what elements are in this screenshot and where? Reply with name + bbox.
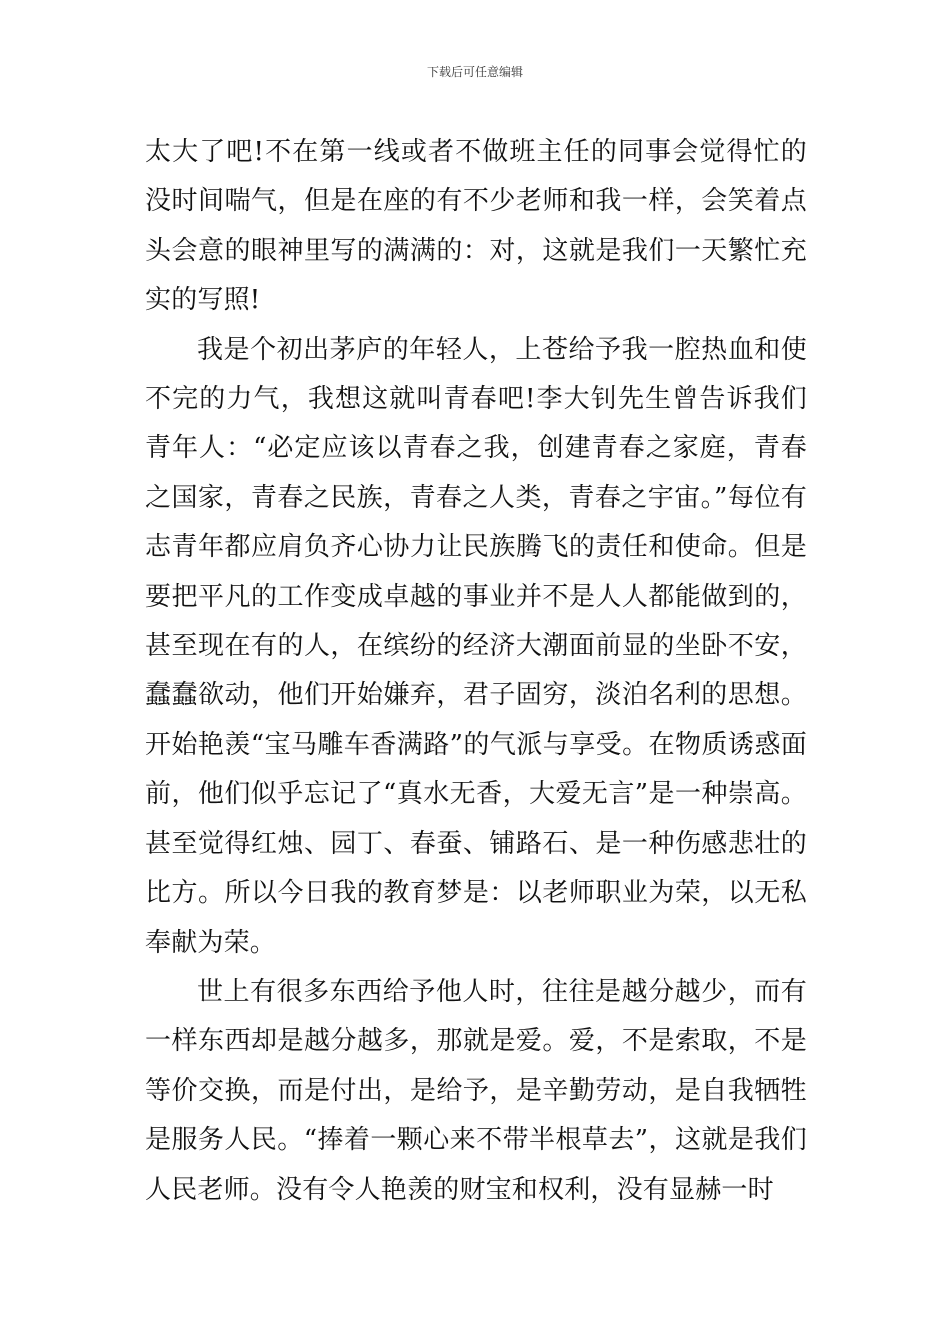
page-header: 下载后可任意编辑 (426, 65, 523, 79)
paragraph-3: 世上有很多东西给予他人时，往往是越分越少，而有一样东西却是越分越多，那就是爱。爱，不是索取，不是等价交换，而是付出，是给予，是辛勤劳动，是自我牺牲是服务人民。“捧着一颗心来不带半根草去”，这就是我们人民老师。没有令人艳羡的财宝和权利，没有显赫一时 (145, 976, 807, 1205)
paragraph-1: 太大了吧!不在第一线或者不做班主任的同事会觉得忙的没时间喘气，但是在座的有不少老师和我一样，会笑着点头会意的眼神里写的满满的：对，这就是我们一天繁忙充实的写照! (145, 137, 807, 316)
paragraph-2: 我是个初出茅庐的年轻人，上苍给予我一腔热血和使不完的力气，我想这就叫青春吧!李大钊先生曾告诉我们青年人：“必定应该以青春之我，创建青春之家庭，青春之国家，青春之民族，青春之人类，青春之宇宙。”每位有志青年都应肩负齐心协力让民族腾飞的责任和使命。但是要把平凡的工作变成卓越的事业并不是人人都能做到的，甚至现在有的人，在缤纷的经济大潮面前显的坐卧不安，蠢蠢欲动，他们开始嫌弃，君子固穷，淡泊名利的思想。开始艳羡“宝马雕车香满路”的气派与享受。在物质诱惑面前，他们似乎忘记了“真水无香，大爱无言”是一种崇高。甚至觉得红烛、园丁、春蚕、铺路石、是一种伤感悲壮的比方。所以今日我的教育梦是：以老师职业为荣，以无私奉献为荣。 (145, 334, 807, 958)
document-body (145, 128, 807, 1215)
